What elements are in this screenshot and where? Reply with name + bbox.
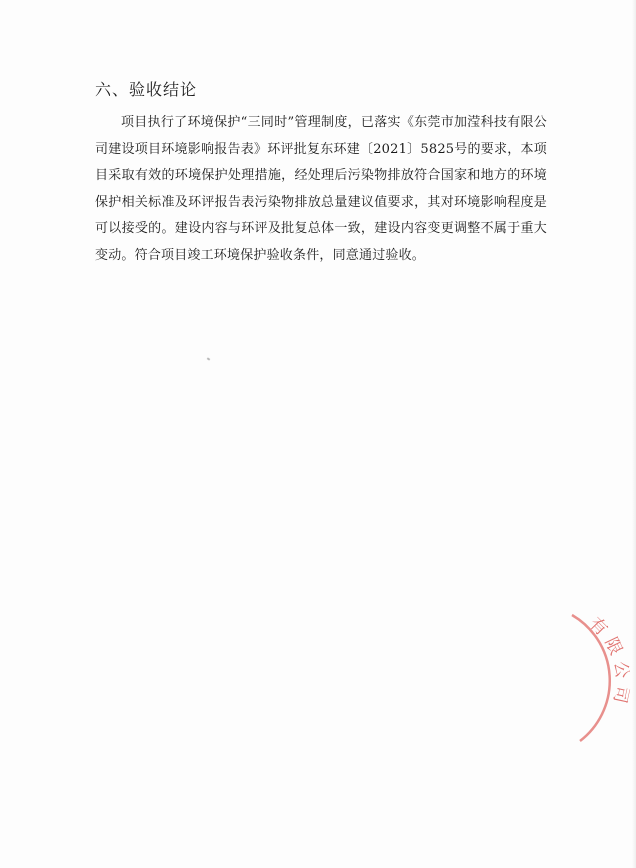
scan-speck: [207, 357, 211, 360]
conclusion-paragraph: 项目执行了环境保护“三同时”管理制度，已落实《东莞市加滢科技有限公司建设项目环境影响报告表》环评批复东环建〔2021〕5825号的要求，本项目采取有效的环境保护处理措施，经处理后污染物排放符合国家和地方的环境保护相关标准及环评报告表污染物排放总量建议值要求，其对环境影响程度是可以接受的。建设内容与环评及批复总体一致，建设内容变更调整不属于重大变动。符合项目竣工环境保护验收条件，同意通过验收。: [95, 115, 547, 263]
company-seal-stamp: [548, 605, 636, 745]
section-heading: 六、验收结论: [95, 80, 198, 99]
seal-text: 有限公司: [585, 613, 633, 711]
